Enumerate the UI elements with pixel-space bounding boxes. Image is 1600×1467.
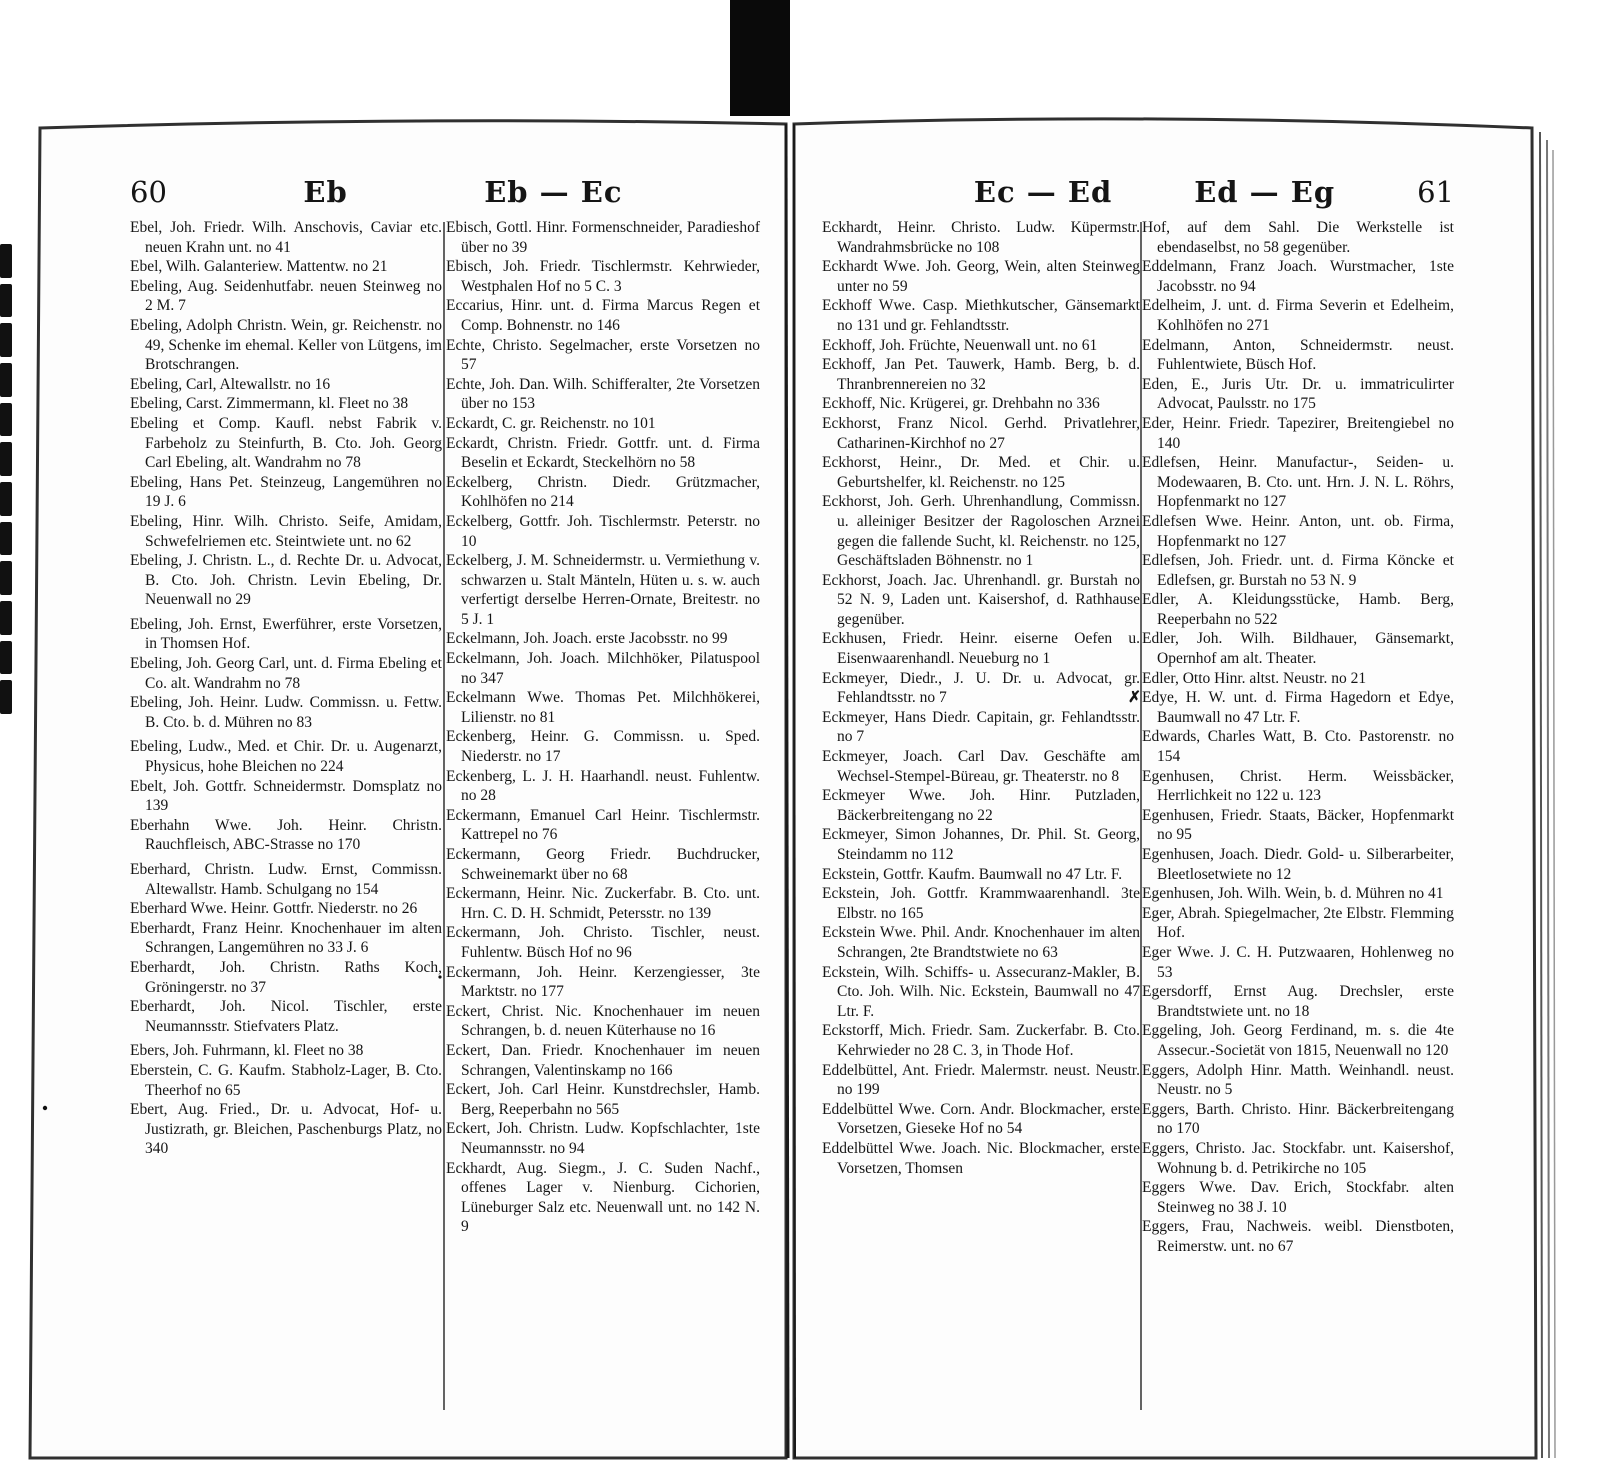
directory-entry: Eckstein, Wilh. Schiffs- u. Assecuranz-Makler, B. Cto. Joh. Wilh. Nic. Eckstein, Baumwall no 47 Ltr. F. [822, 963, 1140, 1020]
directory-entry: Ebert, Aug. Fried., Dr. u. Advocat, Hof- u. Justizrath, gr. Bleichen, Paschenburgs Platz, no 340 [130, 1101, 442, 1158]
directory-entry: Eckert, Dan. Friedr. Knochenhauer im neuen Schrangen, Valentinskamp no 166 [446, 1041, 760, 1079]
directory-entry: Eckhorst, Joach. Jac. Uhrenhandl. gr. Burstah no 52 N. 9, Laden unt. Kaisershof, d. Rathhause gegenüber. [822, 571, 1140, 628]
directory-entry: Edlefsen, Heinr. Manufactur-, Seiden- u. Modewaaren, B. Cto. unt. Hrn. J. N. L. Röhrs, Hopfenmarkt no 127 [1142, 454, 1454, 511]
directory-entry: Echte, Christo. Segelmacher, erste Vorsetzen no 57 [446, 336, 760, 374]
directory-entry: Eggeling, Joh. Georg Ferdinand, m. s. die 4te Assecur.-Societät von 1815, Neuenwall no 120 [1142, 1022, 1454, 1059]
directory-entry: Hof, auf dem Sahl. Die Werkstelle ist ebendaselbst, no 58 gegenüber. [1142, 219, 1454, 256]
directory-entry: Eckelmann Wwe. Thomas Pet. Milchhökerei, Lilienstr. no 81 [446, 689, 760, 726]
directory-entry: Ebeling, J. Christn. L., d. Rechte Dr. u. Advocat, B. Cto. Joh. Christn. Levin Ebeling, Dr. Neuenwall no 29 [130, 552, 442, 609]
directory-entry: Echte, Joh. Dan. Wilh. Schifferalter, 2te Vorsetzen über no 153 [446, 375, 760, 413]
directory-entry: Ebisch, Joh. Friedr. Tischlermstr. Kehrwieder, Westphalen Hof no 5 C. 3 [446, 258, 760, 295]
directory-entry: Eckhorst, Franz Nicol. Gerhd. Privatlehrer, Catharinen-Kirchhof no 27 [822, 414, 1140, 452]
directory-entry: Edye, H. W. unt. d. Firma Hagedorn et Edye, Baumwall no 47 Ltr. F. [1142, 689, 1454, 726]
directory-entry: Eckardt, C. gr. Reichenstr. no 101 [446, 414, 656, 432]
directory-entry: Ebel, Wilh. Galanteriew. Mattentw. no 21 [130, 258, 388, 276]
directory-entry: Edelmann, Anton, Schneidermstr. neust. Fuhlentwiete, Büsch Hof. [1142, 336, 1454, 374]
directory-entry: Ebeling, Hinr. Wilh. Christo. Seife, Amidam, Schwefelriemen etc. Steintwiete unt. no 62 [130, 512, 442, 550]
directory-entry: Eckhoff, Joh. Früchte, Neuenwall unt. no 61 [822, 336, 1098, 354]
directory-entry: Eckstorff, Mich. Friedr. Sam. Zuckerfabr. B. Cto. Kehrwieder no 28 C. 3, in Thode Hof. [822, 1022, 1140, 1059]
directory-entry: Ebeling, Aug. Seidenhutfabr. neuen Steinweg no 2 M. 7 [130, 277, 442, 315]
directory-entry: Eckermann, Joh. Heinr. Kerzengiesser, 3te Marktstr. no 177 [446, 963, 760, 1001]
directory-entry: Eggers, Christo. Jac. Stockfabr. unt. Kaisershof, Wohnung b. d. Petrikirche no 105 [1142, 1139, 1454, 1177]
directory-entry: Eckelberg, Christn. Diedr. Grützmacher, Kohlhöfen no 214 [446, 473, 760, 511]
directory-entry: Ebeling, Hans Pet. Steinzeug, Langemühren no 19 J. 6 [130, 473, 442, 511]
bookmark-tab [730, 0, 790, 116]
directory-entry: Eckert, Joh. Christn. Ludw. Kopfschlachter, 1ste Neumannsstr. no 94 [446, 1120, 760, 1157]
directory-entry: Ebisch, Gottl. Hinr. Formenschneider, Paradieshof über no 39 [446, 219, 760, 256]
directory-entry: Eckhorst, Heinr., Dr. Med. et Chir. u. Geburtshelfer, kl. Reichenstr. no 125 [822, 454, 1140, 491]
directory-entry: Ebers, Joh. Fuhrmann, kl. Fleet no 38 [130, 1042, 364, 1060]
directory-entry: Eckmeyer, Diedr., J. U. Dr. u. Advocat, gr. Fehlandtsstr. no 7 [822, 669, 1140, 707]
directory-entry: Ebelt, Joh. Gottfr. Schneidermstr. Domsplatz no 139 [130, 777, 442, 815]
directory-entry: Eckstein, Joh. Gottfr. Krammwaarenhandl. 3te Elbstr. no 165 [822, 885, 1140, 922]
left-header-key-right: Eb — Ec [484, 175, 623, 209]
directory-entry: Eckhoff Wwe. Casp. Miethkutscher, Gänsemarkt no 131 und gr. Fehlandtsstr. [822, 297, 1140, 334]
directory-entry: Egenhusen, Christ. Herm. Weissbäcker, Herrlichkeit no 122 u. 123 [1142, 767, 1454, 805]
directory-entry: Eberhardt, Franz Heinr. Knochenhauer im alten Schrangen, Langemühren no 33 J. 6 [130, 919, 442, 957]
directory-entry: Eberhardt, Joh. Christn. Raths Koch, Gröningerstr. no 37 [130, 958, 442, 996]
directory-entry: Eckstein, Gottfr. Kaufm. Baumwall no 47 Ltr. F. [822, 865, 1123, 883]
directory-entry: Eckenberg, L. J. H. Haarhandl. neust. Fuhlentw. no 28 [446, 767, 760, 805]
margin-cross-mark: ✗ [1128, 689, 1141, 706]
directory-column-2 [446, 218, 760, 1409]
directory-column-4 [1128, 218, 1454, 1409]
directory-entry: Edelheim, J. unt. d. Firma Severin et Edelheim, Kohlhöfen no 271 [1142, 297, 1454, 334]
directory-entry: Edlefsen Wwe. Heinr. Anton, unt. ob. Firma, Hopfenmarkt no 127 [1142, 512, 1454, 550]
directory-entry: Eckelmann, Joh. Joach. Milchhöker, Pilatuspool no 347 [446, 650, 760, 687]
directory-entry: Eddelmann, Franz Joach. Wurstmacher, 1ste Jacobsstr. no 94 [1142, 258, 1454, 295]
directory-entry: Eckmeyer, Hans Diedr. Capitain, gr. Fehlandtsstr. no 7 [822, 708, 1140, 746]
directory-entry: Eger Wwe. J. C. H. Putzwaaren, Hohlenweg no 53 [1142, 943, 1454, 981]
directory-entry: Ebeling, Joh. Heinr. Ludw. Commissn. u. Fettw. B. Cto. b. d. Mühren no 83 [130, 694, 442, 731]
directory-entry: Eckelberg, J. M. Schneidermstr. u. Vermiethung v. schwarzen u. Stalt Mänteln, Hüten u. s. w. auch verfertigt derselbe Herren-Ornate, Breitestr. no 5 J. 1 [446, 552, 760, 628]
directory-entry: Ebeling, Adolph Christn. Wein, gr. Reichenstr. no 49, Schenke im ehemal. Keller von Lütgens, im Brotschrangen. [130, 316, 442, 374]
directory-entry: Ebeling, Joh. Ernst, Ewerführer, erste Vorsetzen, in Thomsen Hof. [130, 615, 442, 653]
directory-entry: Eggers, Barth. Christo. Hinr. Bäckerbreitengang no 170 [1142, 1100, 1454, 1138]
directory-entry: Egenhusen, Friedr. Staats, Bäcker, Hopfenmarkt no 95 [1142, 806, 1454, 844]
directory-entry: Eckardt, Christn. Friedr. Gottfr. unt. d. Firma Beselin et Eckardt, Steckelhörn no 58 [446, 434, 760, 472]
directory-entry: Egersdorff, Ernst Aug. Drechsler, erste Brandtstwiete unt. no 18 [1142, 983, 1454, 1020]
directory-entry: Eckmeyer, Simon Johannes, Dr. Phil. St. Georg, Steindamm no 112 [822, 826, 1140, 863]
directory-entry: Eberhahn Wwe. Joh. Heinr. Christn. Rauchfleisch, ABC-Strasse no 170 [130, 816, 442, 854]
directory-entry: Eckmeyer, Joach. Carl Dav. Geschäfte am Wechsel-Stempel-Büreau, gr. Theaterstr. no 8 [822, 748, 1140, 785]
directory-entry: Ebeling, Carl, Altewallstr. no 16 [130, 375, 331, 393]
directory-entry: Eckhusen, Friedr. Heinr. eiserne Oefen u. Eisenwaarenhandl. Neueburg no 1 [822, 630, 1140, 668]
directory-entry: Eckhoff, Jan Pet. Tauwerk, Hamb. Berg, b. d. Thranbrennereien no 32 [822, 356, 1140, 393]
directory-entry: Eberstein, C. G. Kaufm. Stabholz-Lager, B. Cto. Theerhof no 65 [130, 1061, 442, 1099]
directory-entry: Ebeling et Comp. Kaufl. nebst Fabrik v. Farbeholz zu Steinfurth, B. Cto. Joh. Georg Carl Ebeling, alt. Wandrahm no 78 [130, 414, 442, 472]
directory-entry: Eckermann, Heinr. Nic. Zuckerfabr. B. Cto. unt. Hrn. C. D. H. Schmidt, Petersstr. no 139 [446, 885, 760, 922]
directory-column-1 [130, 218, 442, 1409]
directory-entry: Eggers, Frau, Nachweis. weibl. Dienstboten, Reimerstw. unt. no 67 [1142, 1218, 1454, 1255]
directory-entry: Egenhusen, Joh. Wilh. Wein, b. d. Mühren no 41 [1142, 885, 1444, 903]
directory-entry: Eberhard, Christn. Ludw. Ernst, Commissn. Altewallstr. Hamb. Schulgang no 154 [130, 861, 442, 898]
directory-entry: Eberhard Wwe. Heinr. Gottfr. Niederstr. no 26 [130, 900, 418, 918]
directory-entry: Eckermann, Georg Friedr. Buchdrucker, Schweinemarkt über no 68 [446, 846, 760, 883]
directory-entry: Ebeling, Carst. Zimmermann, kl. Fleet no 38 [130, 395, 409, 413]
directory-entry: Eggers, Adolph Hinr. Matth. Weinhandl. neust. Neustr. no 5 [1142, 1061, 1454, 1099]
directory-entry: Eckenberg, Heinr. G. Commissn. u. Sped. Niederstr. no 17 [446, 728, 760, 766]
left-page-number: 60 [130, 175, 167, 209]
directory-entry: Edwards, Charles Watt, B. Cto. Pastorenstr. no 154 [1142, 728, 1454, 766]
directory-entry: Eckert, Joh. Carl Heinr. Kunstdrechsler, Hamb. Berg, Reeperbahn no 565 [446, 1081, 760, 1118]
directory-entry: Eddelbüttel, Ant. Friedr. Malermstr. neust. Neustr. no 199 [822, 1061, 1140, 1099]
directory-entry: Eckmeyer Wwe. Joh. Hinr. Putzladen, Bäckerbreitengang no 22 [822, 787, 1140, 824]
directory-column-3 [822, 218, 1140, 1409]
directory-entry: Eggers Wwe. Dav. Erich, Stockfabr. alten Steinweg no 38 J. 10 [1142, 1179, 1454, 1216]
directory-entry: Eden, E., Juris Utr. Dr. u. immatriculirter Advocat, Paulsstr. no 175 [1142, 375, 1454, 413]
directory-entry: Eddelbüttel Wwe. Corn. Andr. Blockmacher, erste Vorsetzen, Gieseke Hof no 54 [822, 1100, 1140, 1138]
directory-entry: Edler, Otto Hinr. altst. Neustr. no 21 [1142, 669, 1367, 687]
directory-entry: Eckert, Christ. Nic. Knochenhauer im neuen Schrangen, b. d. neuen Küterhause no 16 [446, 1002, 760, 1040]
directory-entry: Ebeling, Joh. Georg Carl, unt. d. Firma Ebeling et Co. alt. Wandrahm no 78 [130, 655, 442, 692]
bleed-through-text [0, 244, 14, 714]
directory-entry: Edler, A. Kleidungsstücke, Hamb. Berg, Reeperbahn no 522 [1142, 591, 1454, 628]
directory-entry: Ebel, Joh. Friedr. Wilh. Anschovis, Caviar etc. neuen Krahn unt. no 41 [130, 219, 442, 256]
directory-entry: Edler, Joh. Wilh. Bildhauer, Gänsemarkt, Opernhof am alt. Theater. [1142, 630, 1454, 668]
directory-entry: Egenhusen, Joach. Diedr. Gold- u. Silberarbeiter, Bleetlosetwiete no 12 [1142, 846, 1454, 883]
directory-entry: Eddelbüttel Wwe. Joach. Nic. Blockmacher, erste Vorsetzen, Thomsen [822, 1139, 1140, 1177]
right-page-header [822, 175, 1454, 215]
directory-entry: Eder, Heinr. Friedr. Tapezirer, Breitengiebel no 140 [1142, 414, 1454, 452]
directory-entry: Eccarius, Hinr. unt. d. Firma Marcus Regen et Comp. Bohnenstr. no 146 [446, 297, 760, 334]
right-header-key-left: Ec — Ed [973, 175, 1113, 209]
directory-entry: Eger, Abrah. Spiegelmacher, 2te Elbstr. Flemming Hof. [1142, 904, 1454, 942]
left-page-header [130, 175, 760, 215]
directory-entry: Eckermann, Emanuel Carl Heinr. Tischlermstr. Kattrepel no 76 [446, 806, 760, 844]
directory-entry: Eckelberg, Gottfr. Joh. Tischlermstr. Peterstr. no 10 [446, 512, 760, 550]
directory-entry: Eckstein Wwe. Phil. Andr. Knochenhauer im alten Schrangen, 2te Brandtstwiete no 63 [822, 924, 1140, 961]
left-header-key-left: Eb [303, 175, 348, 209]
directory-entry: Eckermann, Joh. Christo. Tischler, neust. Fuhlentw. Büsch Hof no 96 [446, 924, 760, 961]
directory-entry: Eckhorst, Joh. Gerh. Uhrenhandlung, Commissn. u. alleiniger Besitzer der Ragoloschen Arznei gegen die fallende Sucht, kl. Reichenstr. no 125, Geschäftsladen Böhnenstr. no 1 [822, 493, 1140, 570]
directory-entry: Eckhardt Wwe. Joh. Georg, Wein, alten Steinweg unter no 59 [822, 258, 1140, 295]
directory-entry: Ebeling, Ludw., Med. et Chir. Dr. u. Augenarzt, Physicus, hohe Bleichen no 224 [130, 738, 442, 776]
directory-entry: Edlefsen, Joh. Friedr. unt. d. Firma Köncke et Edlefsen, gr. Burstah no 53 N. 9 [1142, 552, 1454, 589]
directory-entry: Eckhoff, Nic. Krügerei, gr. Drehbahn no 336 [822, 395, 1100, 413]
directory-entry: Eckelmann, Joh. Joach. erste Jacobsstr. no 99 [446, 630, 728, 648]
directory-entry: Eberhardt, Joh. Nicol. Tischler, erste Neumannsstr. Stiefvaters Platz. [130, 998, 442, 1035]
right-header-key-right: Ed — Eg [1194, 175, 1336, 209]
directory-entry: Eckhardt, Heinr. Christo. Ludw. Küpermstr. Wandrahmsbrücke no 108 [822, 219, 1140, 256]
directory-entry: Eckhardt, Aug. Siegm., J. C. Suden Nachf., offenes Lager v. Nienburg. Cichorien, Lüneburger Salz etc. Neuenwall unt. no 142 N. 9 [446, 1159, 760, 1236]
right-page-number: 61 [1417, 175, 1454, 209]
